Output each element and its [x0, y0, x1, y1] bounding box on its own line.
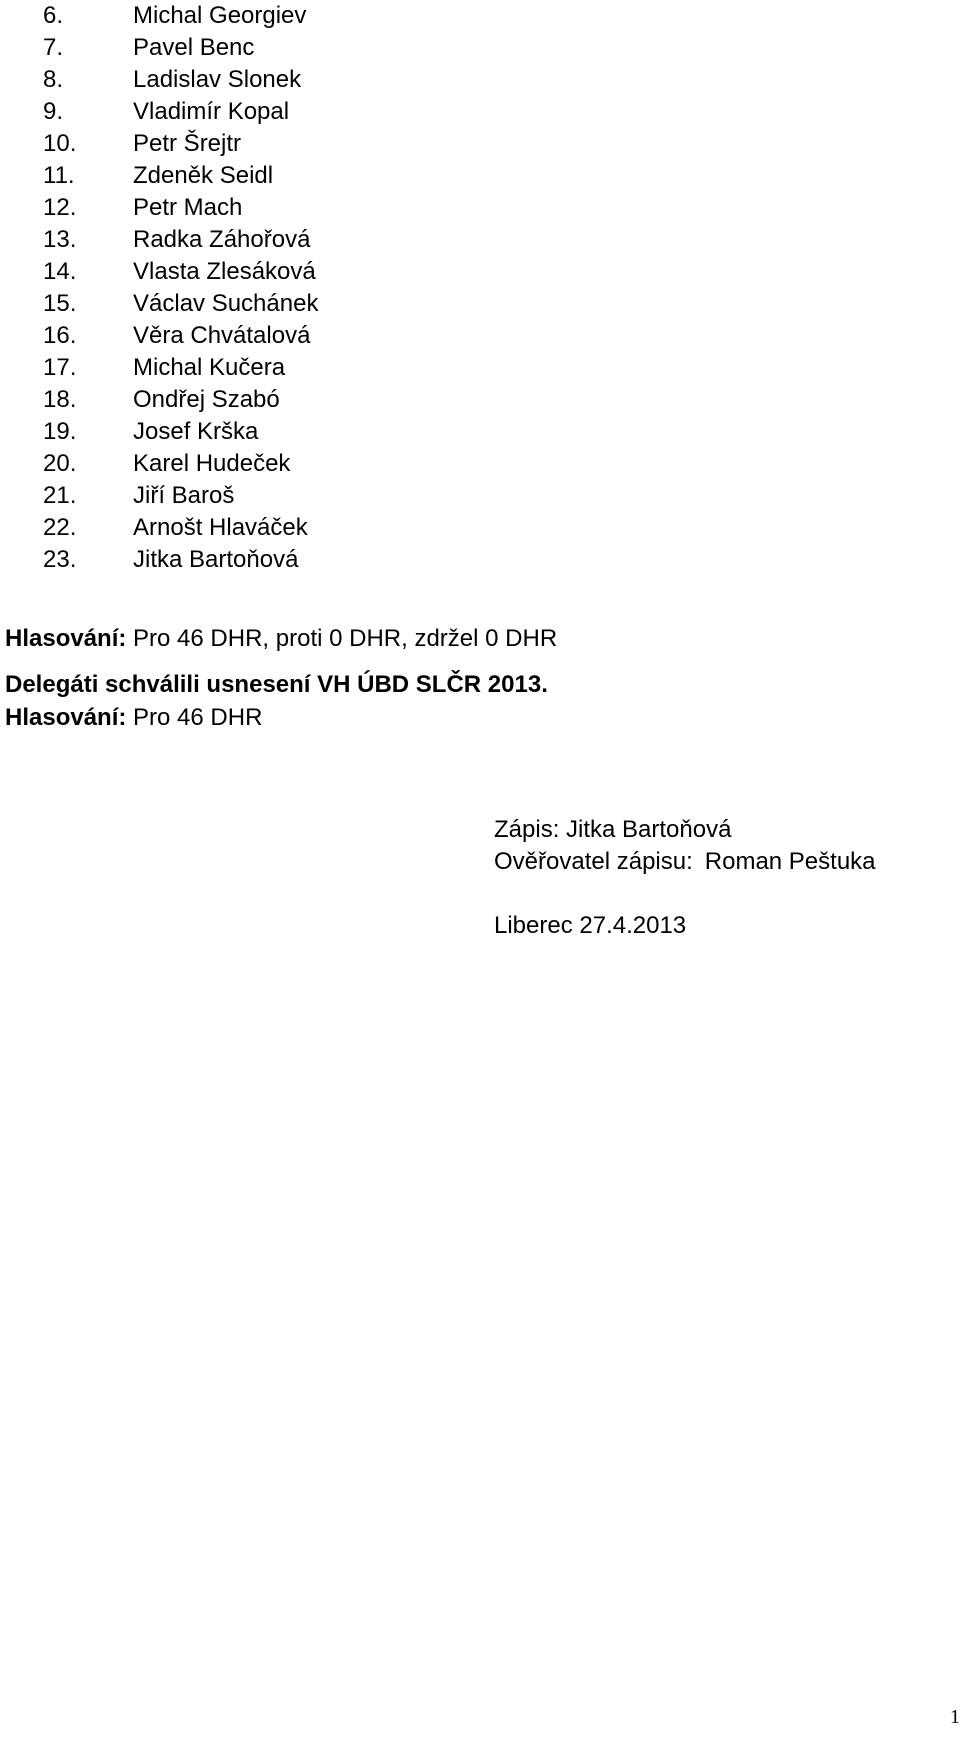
list-item-name: Michal Kučera — [133, 354, 286, 381]
list-item-number: 18. — [43, 386, 77, 413]
page-number: 1 — [950, 1706, 960, 1728]
list-item-name: Jitka Bartoňová — [133, 546, 299, 573]
list-item-number: 12. — [43, 194, 77, 221]
list-item-name: Vladimír Kopal — [133, 98, 290, 125]
minutes-recorder: Zápis: Jitka Bartoňová — [494, 816, 732, 843]
verifier-name: Roman Peštuka — [704, 848, 876, 875]
list-item-name: Zdeněk Seidl — [133, 162, 274, 189]
list-item-number: 7. — [43, 34, 64, 61]
list-item-name: Vlasta Zlesáková — [133, 258, 316, 285]
list-item-number: 22. — [43, 514, 77, 541]
list-item-number: 8. — [43, 66, 64, 93]
vote-label: Hlasování: — [5, 625, 127, 652]
list-item-number: 10. — [43, 130, 77, 157]
list-item-name: Ondřej Szabó — [133, 386, 280, 413]
approval-statement: Delegáti schválili usnesení VH ÚBD SLČR 2013. — [5, 671, 548, 698]
place-date: Liberec 27.4.2013 — [494, 912, 687, 939]
list-item-name: Radka Záhořová — [133, 226, 311, 253]
list-item-name: Michal Georgiev — [133, 2, 307, 29]
list-item-number: 15. — [43, 290, 77, 317]
list-item-name: Petr Mach — [133, 194, 243, 221]
list-item-name: Pavel Benc — [133, 34, 255, 61]
list-item-number: 20. — [43, 450, 77, 477]
vote-label: Hlasování: — [5, 704, 127, 731]
list-item-name: Petr Šrejtr — [133, 130, 242, 157]
vote-text: Pro 46 DHR — [126, 704, 263, 731]
list-item-name: Jiří Baroš — [133, 482, 235, 509]
list-item-number: 19. — [43, 418, 77, 445]
vote-result-2 — [5, 703, 262, 733]
vote-result-1 — [5, 624, 557, 654]
list-item-name: Ladislav Slonek — [133, 66, 302, 93]
vote-text: Pro 46 DHR, proti 0 DHR, zdržel 0 DHR — [126, 625, 558, 652]
list-item-name: Věra Chvátalová — [133, 322, 311, 349]
list-item-number: 11. — [43, 162, 75, 189]
list-item-name: Arnošt Hlaváček — [133, 514, 308, 541]
list-item-number: 14. — [43, 258, 77, 285]
list-item-name: Václav Suchánek — [133, 290, 319, 317]
list-item-number: 17. — [43, 354, 77, 381]
verifier-label: Ověřovatel zápisu: — [494, 848, 693, 875]
minutes-verifier — [494, 847, 876, 877]
list-item-number: 13. — [43, 226, 77, 253]
list-item-number: 16. — [43, 322, 77, 349]
list-item-number: 6. — [43, 2, 64, 29]
list-item-number: 21. — [43, 482, 77, 509]
list-item-number: 9. — [43, 98, 64, 125]
list-item-name: Josef Krška — [133, 418, 259, 445]
list-item-name: Karel Hudeček — [133, 450, 291, 477]
list-item-number: 23. — [43, 546, 77, 573]
